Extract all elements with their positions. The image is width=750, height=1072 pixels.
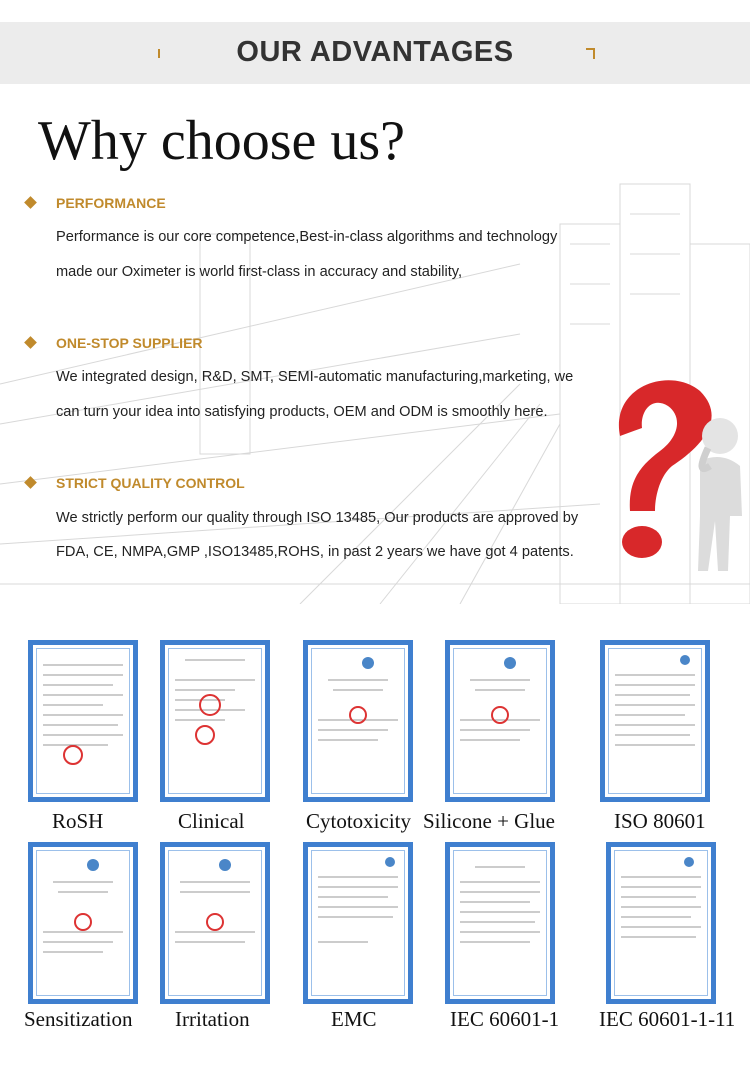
question-mark-figure-icon: [600, 366, 750, 586]
certificate-label: IEC 60601-1-11: [599, 1007, 736, 1031]
certificate-iso-80601-document: [600, 640, 710, 802]
section-title: STRICT QUALITY CONTROL: [56, 475, 245, 491]
certificate-clinical-document: [160, 640, 270, 802]
certificate-label: ISO 80601: [614, 809, 706, 833]
advantages-banner: [0, 22, 750, 84]
page-headline: Why choose us?: [38, 110, 406, 172]
certificate-irritation-document: [160, 842, 270, 1004]
certificate-cytotoxicity-document: [303, 640, 413, 802]
section-text-line: Performance is our core competence,Best-in-class algorithms and technology: [56, 229, 558, 245]
section-text-line: We integrated design, R&D, SMT, SEMI-automatic manufacturing,marketing, we: [56, 369, 574, 385]
certificate-label: Clinical: [178, 809, 245, 833]
section-text-line: We strictly perform our quality through ISO 13485, Our products are approved by: [56, 510, 579, 526]
certificate-sensitization-document: [28, 842, 138, 1004]
banner-title: OUR ADVANTAGES: [236, 36, 514, 68]
section-title: ONE-STOP SUPPLIER: [56, 335, 203, 351]
certificate-emc-document: [303, 842, 413, 1004]
certificate-label: Silicone + Glue: [423, 809, 555, 833]
section-title: PERFORMANCE: [56, 195, 166, 211]
certificate-label: Cytotoxicity: [306, 809, 411, 833]
certificate-label: IEC 60601-1: [450, 1007, 560, 1031]
section-text-line: made our Oximeter is world first-class in accuracy and stability,: [56, 264, 463, 280]
certificate-label: RoSH: [52, 809, 104, 833]
certificate-iec-60601-1-document: [445, 842, 555, 1004]
section-text-line: FDA, CE, NMPA,GMP ,ISO13485,ROHS, in past 2 years we have got 4 patents.: [56, 544, 574, 560]
certificate-iec-60601-1-11-document: [606, 842, 716, 1004]
certificate-silicone-glue-document: [445, 640, 555, 802]
certificate-rosh-document: [28, 640, 138, 802]
certificate-label: EMC: [331, 1007, 377, 1031]
certificate-label: Irritation: [175, 1007, 250, 1031]
corner-mark-right: [586, 48, 595, 59]
certificate-label: Sensitization: [24, 1007, 133, 1031]
section-text-line: can turn your idea into satisfying products, OEM and ODM is smoothly here.: [56, 404, 548, 420]
